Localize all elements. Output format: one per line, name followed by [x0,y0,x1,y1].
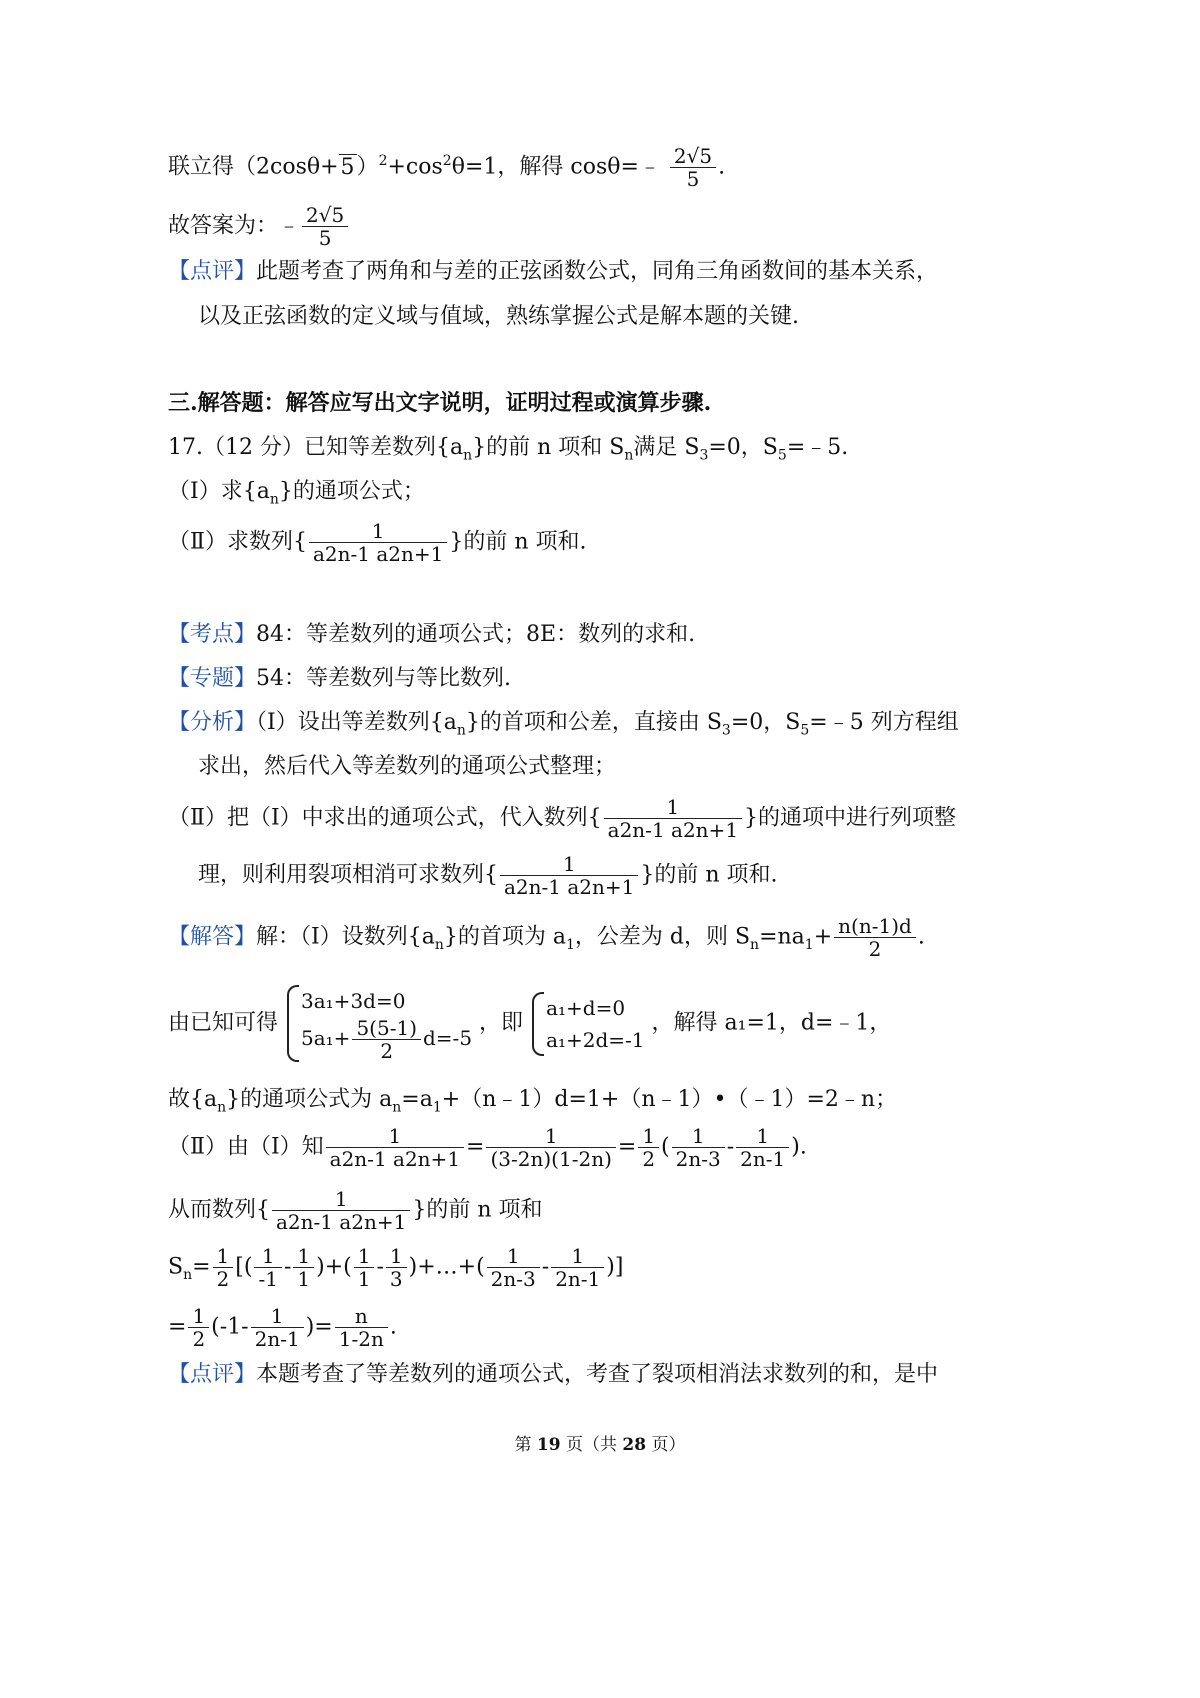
fraction: $\frac{1}{2n-1}$ [251,1305,304,1350]
equation-system-line: 由已知可得 3a₁+3d=0 5a₁+ $\frac{5(5-1)}{2}$ d=-5 ，即 a₁+d=0 a₁+2d=-1 ，解得 a₁=1，d=﹣1， [168,985,891,1062]
question-part: （Ⅰ）求$\{a_n\}$的通项公式； [168,479,425,508]
sum-line: $S_n=$ $\frac{1}{2}$ [( $\frac{1}{-1}$ - $\frac{1}{1}$ )+( $\frac{1}{1}$ - $\frac{1}{3}$ )+…+( $\frac{1}{2n-3}$ - $\frac{1}{2n-1}$ )] [168,1244,624,1291]
fraction: $\frac{5(5-1)}{2}$ [352,1017,421,1062]
question-part: （Ⅱ）求数列{ $\frac{1}{a2n-1 a2n+1}$ }的前 n 项和. [168,519,587,566]
text-line: 理，则利用裂项相消可求数列{ $\frac{1}{a2n-1 a2n+1}$ }的前 n 项和. [198,852,778,899]
fraction: $\frac{1}{a2n-1 a2n+1}$ [309,520,447,565]
page-footer: 第 19 页（共 28 页） [514,1435,686,1455]
fraction: $\frac{1}{1}$ [293,1245,314,1290]
section-heading: 三.解答题：解答应写出文字说明，证明过程或演算步骤. [168,390,712,416]
fraction: $\frac{1}{2n-1}$ [551,1245,604,1290]
fraction: $\frac{1}{2}$ [638,1125,659,1170]
analysis: 【分析】（Ⅰ）设出等差数列$\{a_n\}$的首项和公差，直接由 $S_3=0$，$S_5=﹣5$ 列方程组 [168,710,959,739]
text-line: 联立得$(2\cos\theta+5)^2+\cos^2\theta=1$，解得 cosθ=﹣ $\frac{2√5}{5}$ . [168,144,726,191]
question: 17.（12 分）已知等差数列$\{a_n\}$的前 n 项和 $S_n$满足 $S_3=0$，$S_5=﹣5$. [168,435,849,464]
fraction: $\frac{1}{a2n-1 a2n+1}$ [326,1125,464,1170]
text-line: 故$\{a_n\}$的通项公式为 $a_n=a_1+(n﹣1)d=1+(n﹣1)•(﹣1)=2﹣n$； [168,1087,898,1116]
text-line: （Ⅱ）把（Ⅰ）中求出的通项公式，代入数列{ $\frac{1}{a2n-1 a2n+1}$ }的通项中进行列项整 [168,795,957,842]
fraction: $\frac{1}{1}$ [354,1245,375,1290]
text-line: 故答案为：﹣ $\frac{2√5}{5}$ [168,204,350,249]
equation-system: a₁+d=0 a₁+2d=-1 [530,992,644,1056]
comment-line: 【点评】本题考查了等差数列的通项公式，考查了裂项相消法求数列的和，是中 [168,1362,939,1387]
topic: 【专题】54：等差数列与等比数列. [168,666,512,691]
result-line: = $\frac{1}{2}$ (-1- $\frac{1}{2n-1}$ )= $\frac{n}{1-2n}$ . [168,1304,397,1351]
fraction: $\frac{1}{2}$ [188,1305,209,1350]
solution: 【解答】解：（Ⅰ）设数列$\{a_n\}$的首项为 $a_1$，公差为 d，则 $S_n=na_1+$ $\frac{n(n-1)d}{2}$ . [168,914,925,961]
fraction: $\frac{n}{1-2n}$ [335,1305,388,1350]
fraction: $\frac{1}{2n-1}$ [736,1125,789,1170]
text-line: （Ⅱ）由（Ⅰ）知 $\frac{1}{a2n-1 a2n+1}$ = $\frac{1}{(3-2n)(1-2n)}$ = $\frac{1}{2}$ ( $\frac{1}{2n-3}$ - $\frac{1}{2n-1}$ ). [168,1124,807,1171]
knowledge-point: 【考点】84：等差数列的通项公式；8E：数列的求和. [168,622,696,647]
fraction: $\frac{1}{(3-2n)(1-2n)}$ [486,1125,615,1170]
fraction: $\frac{1}{3}$ [386,1245,407,1290]
text-line: 求出，然后代入等差数列的通项公式整理； [198,754,617,779]
text-line: 以及正弦函数的定义域与值域，熟练掌握公式是解本题的关键. [198,304,799,329]
fraction: $\frac{1}{a2n-1 a2n+1}$ [272,1188,410,1233]
fraction: $\frac{1}{a2n-1 a2n+1}$ [604,796,742,841]
fraction: $\frac{n(n-1)d}{2}$ [834,915,916,960]
equation-system: 3a₁+3d=0 5a₁+ $\frac{5(5-1)}{2}$ d=-5 [285,985,472,1062]
comment-line: 【点评】此题考查了两角和与差的正弦函数公式，同角三角函数间的基本关系， [168,259,939,284]
fraction: $\frac{1}{2}$ [213,1245,234,1290]
fraction: $\frac{1}{a2n-1 a2n+1}$ [500,853,638,898]
fraction: $\frac{2√5}{5}$ [302,204,348,249]
fraction: $\frac{2√5}{5}$ [670,145,716,190]
fraction: $\frac{1}{2n-3}$ [487,1245,540,1290]
text-line: 从而数列{ $\frac{1}{a2n-1 a2n+1}$ }的前 n 项和 [168,1187,543,1234]
fraction: $\frac{1}{2n-3}$ [672,1125,725,1170]
fraction: $\frac{1}{-1}$ [254,1245,281,1290]
